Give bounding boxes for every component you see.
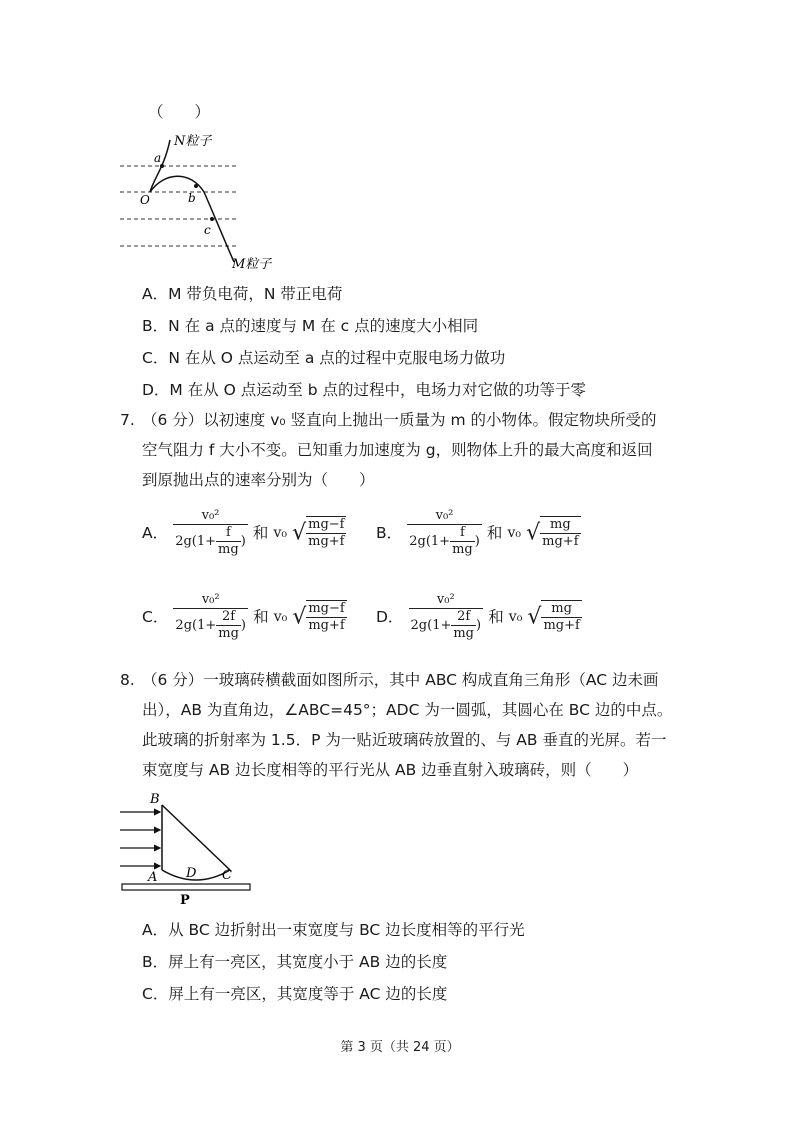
point-b-label: B [150,792,160,807]
point-a-label: a [154,151,162,165]
q8-option-c: C．屏上有一亮区，其宽度等于 AC 边的长度 [142,985,448,1003]
q7-stem-line1: （6 分）以初速度 v₀ 竖直向上抛出一质量为 m 的小物体。假定物块所受的 [142,411,657,429]
q6-option-d: D．M 在从 O 点运动至 b 点的过程中，电场力对它做的功等于零 [142,381,586,399]
point-b-label: b [188,191,196,205]
q8-option-a: A．从 BC 边折射出一束宽度与 BC 边长度相等的平行光 [142,921,525,939]
point-c-label: c [204,223,211,237]
point-d-label: D [186,866,197,881]
particle-trajectory-figure [112,130,292,272]
q8-stem-line2: 出），AB 为直角边，∠ABC=45°；ADC 为一圆弧，其圆心在 BC 边的中点。 [142,701,673,719]
q6-option-a: A．M 带负电荷，N 带正电荷 [142,285,343,303]
q7-option-d: D． v₀² 2g(1+ $\frac{2f}{mg}$ ) 和 v₀ √ $\frac{mg}{mg+f}$ [376,592,580,641]
point-o-label: O [140,193,150,207]
point-c-label: C [222,868,232,883]
speed-root-fraction: $\frac{mg-f}{mg+f}$ [308,601,345,633]
q6-option-b: B．N 在 a 点的速度与 M 在 c 点的速度大小相同 [142,317,479,335]
q7-option-c: C． v₀² 2g(1+ $\frac{2f}{mg}$ ) 和 v₀ √ $\frac{mg-f}{mg+f}$ [142,592,345,641]
height-fraction: v₀² 2g(1+ $\frac{2f}{mg}$ ) [175,592,246,641]
height-fraction: v₀² 2g(1+ $\frac{f}{mg}$ ) [175,508,246,557]
q7-stem-line2: 空气阻力 f 大小不变。已知重力加速度为 g，则物体上升的最大高度和返回 [142,441,653,459]
q8-number: 8. [120,671,135,689]
q8-stem-line1: （6 分）一玻璃砖横截面如图所示，其中 ABC 构成直角三角形（AC 边未画 [142,671,659,689]
q8-option-b: B．屏上有一亮区，其宽度小于 AB 边的长度 [142,953,448,971]
point-a-label: A [148,870,158,885]
speed-root-fraction: $\frac{mg}{mg+f}$ [543,601,580,633]
glass-brick-figure [112,790,252,906]
q8-stem-line4: 束宽度与 AB 边长度相等的平行光从 AB 边垂直射入玻璃砖，则（ ） [142,761,639,779]
q7-stem-line3: 到原抛出点的速率分别为（ ） [142,471,375,489]
q7-number: 7. [120,411,135,429]
n-particle-label: N粒子 [174,134,212,149]
q7-option-a: A． v₀² 2g(1+ $\frac{f}{mg}$ ) 和 v₀ √ $\frac{mg-f}{mg+f}$ [142,508,345,557]
height-fraction: v₀² 2g(1+ $\frac{f}{mg}$ ) [409,508,480,557]
q8-stem-line3: 此玻璃的折射率为 1.5．P 为一贴近玻璃砖放置的、与 AB 垂直的光屏。若一 [142,731,667,749]
speed-root-fraction: $\frac{mg-f}{mg+f}$ [308,517,345,549]
screen-p-label: P [180,893,190,906]
page-footer: 第 3 页（共 24 页） [340,1040,460,1055]
q6-option-c: C．N 在从 O 点运动至 a 点的过程中克服电场力做功 [142,349,506,367]
height-fraction: v₀² 2g(1+ $\frac{2f}{mg}$ ) [410,592,482,641]
answer-paren: （ ） [148,103,211,121]
m-particle-label: M粒子 [232,257,272,272]
speed-root-fraction: $\frac{mg}{mg+f}$ [542,517,579,549]
q7-option-b: B． v₀² 2g(1+ $\frac{f}{mg}$ ) 和 v₀ √ $\frac{mg}{mg+f}$ [376,508,579,557]
